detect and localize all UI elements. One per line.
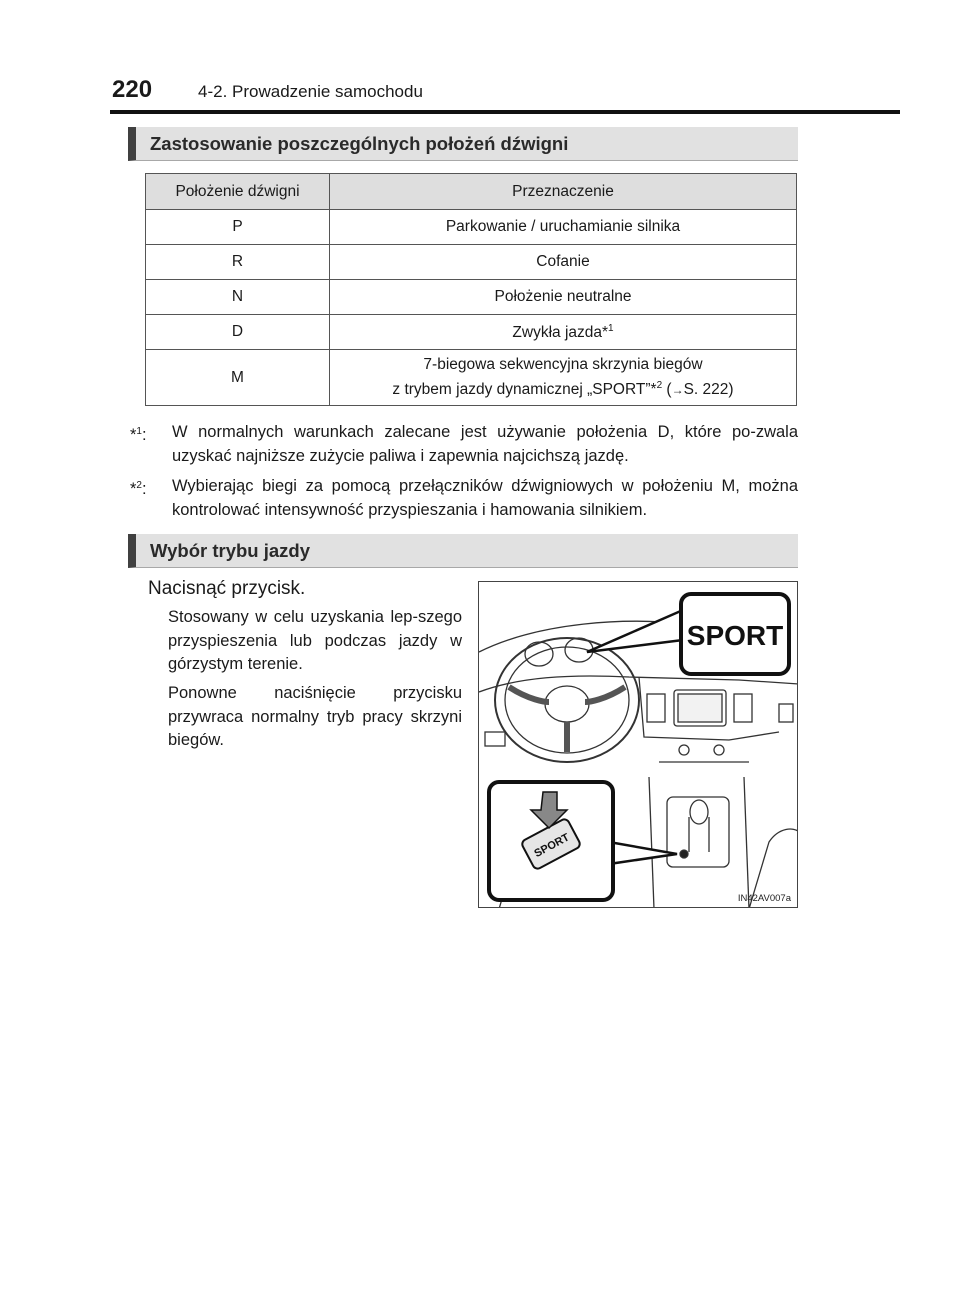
gear-purpose-cell: [330, 350, 797, 406]
gear-position-cell: N: [146, 280, 330, 315]
sport-switch-label: SPORT: [532, 831, 572, 860]
footnote-mark: [130, 474, 147, 501]
footnote-text: W normalnych warunkach zalecane jest używanie położenia D, które po-zwala uzyskać najniższe zużycie paliwa i zapewnia najcichszą jazdę.: [172, 423, 798, 465]
purpose-text: Zwykła jazda*: [512, 323, 609, 341]
table-row: [146, 280, 797, 315]
purpose-text: 7-biegowa sekwencyjna skrzynia biegów: [423, 356, 703, 373]
table-header: Przeznaczenie: [330, 174, 797, 210]
table-row: [146, 245, 797, 280]
footnote-number: 2: [136, 480, 142, 491]
dashboard-illustration: [478, 581, 798, 908]
dashboard-drawing: [479, 582, 798, 908]
gear-purpose-cell: [330, 315, 797, 350]
gear-position-table: [145, 173, 797, 406]
section-heading-gear-positions: [128, 127, 798, 161]
gear-position-cell: R: [146, 245, 330, 280]
gear-purpose-cell: Cofanie: [330, 245, 797, 280]
description-paragraph: Stosowany w celu uzyskania lep-szego przyspieszenia lub podczas jazdy w górzystym terenie.: [168, 608, 462, 673]
footnote-ref: 2: [656, 380, 663, 391]
page-ref-arrow-icon: →: [671, 383, 684, 397]
instruction-text: Nacisnąć przycisk.: [148, 578, 306, 599]
page-ref-link[interactable]: S. 222): [683, 381, 734, 398]
footnote-ref: 1: [608, 322, 614, 334]
gear-position-cell: P: [146, 210, 330, 245]
chapter-title: 4-2. Prowadzenie samochodu: [198, 82, 423, 101]
footnote-colon: :: [141, 480, 147, 498]
gear-purpose-cell: Parkowanie / uruchamianie silnika: [330, 210, 797, 245]
sport-button-label: SPORT: [686, 620, 784, 651]
footnote-asterisk: *: [130, 426, 137, 444]
gear-purpose-cell: Położenie neutralne: [330, 280, 797, 315]
table-row: [146, 350, 797, 406]
footnote-asterisk: *: [130, 480, 137, 498]
purpose-text: z trybem jazdy dynamicznej „SPORT”*: [392, 381, 657, 398]
section-heading-text: Zastosowanie poszczególnych położeń dźwigni: [150, 133, 569, 154]
table-header-row: [146, 174, 797, 210]
description-paragraph: Ponowne naciśnięcie przycisku przywraca normalny tryb pracy skrzyni biegów.: [168, 684, 462, 749]
page-number: 220: [112, 76, 153, 103]
page-header: [110, 72, 900, 112]
footnote-text: Wybierając biegi za pomocą przełączników dźwigniowych w położeniu M, można kontrolować intensywność przyspieszania i hamowania silnikiem.: [172, 477, 798, 519]
footnote-colon: :: [141, 426, 147, 444]
footnote-2: [130, 474, 798, 522]
section-heading-drive-mode: [128, 534, 798, 568]
section-heading-text: Wybór trybu jazdy: [150, 540, 311, 561]
footnote-1: [130, 420, 798, 468]
footnote-mark: [130, 420, 147, 447]
footnote-number: 1: [136, 426, 142, 437]
table-header: Położenie dźwigni: [146, 174, 330, 210]
gear-position-cell: D: [146, 315, 330, 350]
table-row: [146, 210, 797, 245]
table-row: [146, 315, 797, 350]
gear-position-cell: M: [146, 350, 330, 406]
header-rule: [110, 110, 900, 114]
purpose-text: (: [662, 381, 672, 398]
illustration-code: IN42AV007a: [737, 893, 791, 904]
